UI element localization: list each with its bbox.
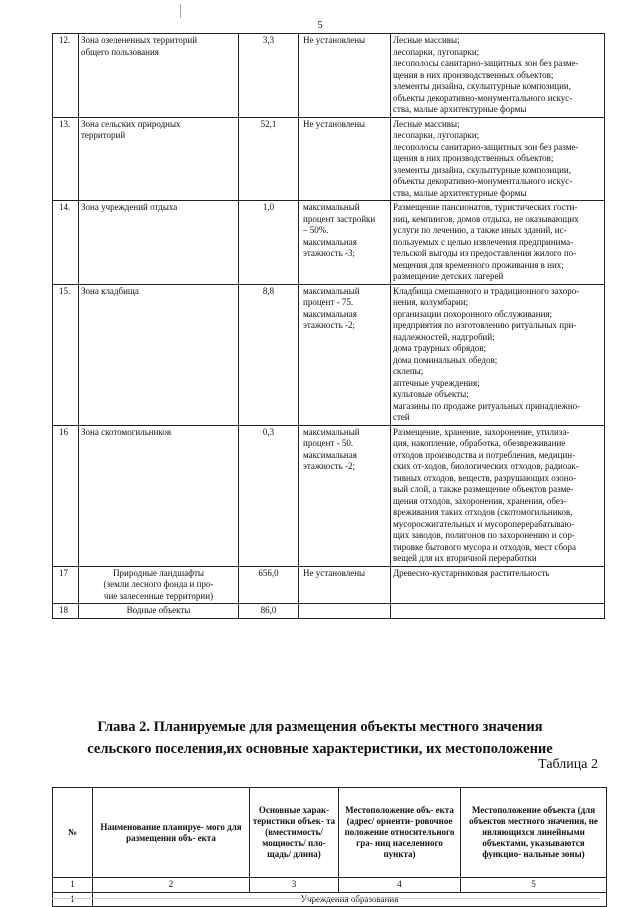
table2-index-cell: 5 xyxy=(461,878,607,893)
zone-parameters xyxy=(299,604,391,619)
zone-name xyxy=(79,604,239,619)
table2-index-cell: 4 xyxy=(339,878,461,893)
cell-line: Зона учреждений отдыха xyxy=(81,202,178,212)
cell-line: общего пользования xyxy=(81,46,159,57)
cell-line: – 50%. xyxy=(303,225,329,235)
cell-line: размещение детских лагерей xyxy=(393,271,504,281)
chapter-heading: Глава 2. Планируемые для размещения объекты местного значения сельского поселения,их основные характеристики, их местоположение xyxy=(87,719,553,757)
cell-line: вещей для их вторичной переработки xyxy=(393,553,537,563)
cell-line: Не установлены xyxy=(303,35,366,45)
zone-row xyxy=(53,604,605,619)
zone-permitted-use xyxy=(391,34,605,118)
zone-permitted-use xyxy=(391,425,605,566)
cell-line: максимальная xyxy=(303,236,357,247)
cell-line: тельской выгоды из предоставления жилого по- xyxy=(393,248,577,258)
zone-parameters xyxy=(299,201,391,285)
table2-section-num xyxy=(53,892,93,907)
zone-parameters xyxy=(299,284,391,425)
cell-line: Зона озелененных территорий xyxy=(81,35,198,45)
zone-number: 18 xyxy=(53,604,79,619)
cell-line: объекты декоративно-монументального искус- xyxy=(393,176,573,186)
cell-line: Зона кладбища xyxy=(81,285,139,296)
cell-line: Размещение пансионатов, туристических гости- xyxy=(393,202,578,212)
cell-line: максимальный xyxy=(303,202,360,212)
cell-line: ских от-ходов, биологических отходов, радиоак- xyxy=(393,461,579,471)
cell-line: ства, малые архитектурные формы xyxy=(393,187,527,198)
cell-line: Не установлены xyxy=(303,567,366,578)
zone-area: 656,0 xyxy=(239,566,299,604)
cell-line: ция, накопление, обработка, обезвреживание xyxy=(393,438,566,448)
cell-line: магазины по продаже ритуальных принадлежно- xyxy=(393,400,581,411)
cell-line: территорий xyxy=(81,130,126,140)
objects-table xyxy=(52,787,607,907)
cell-line: щих заводов, полигонов по захоронению и сор- xyxy=(393,530,575,540)
zone-number: 16 xyxy=(53,425,79,566)
zone-row xyxy=(53,34,605,118)
cell-line: объекты декоративно-монументального искус- xyxy=(393,92,573,103)
cell-line: организации похоронного обслуживания; xyxy=(393,308,553,319)
zone-area: 0,3 xyxy=(239,425,299,566)
cell-line: предприятия по изготовлению ритуальных при- xyxy=(393,320,577,330)
cell-line: культовые объекты; xyxy=(393,389,469,399)
cell-line: лесопарки, лугопарки; xyxy=(393,46,480,57)
zone-number: 14. xyxy=(53,201,79,285)
cell-line: вреживания таких отходов (скотомогильников, xyxy=(393,507,573,517)
zones-table xyxy=(52,33,605,619)
cell-line: ниц, кемпингов, домов отдыха, не оказывающих xyxy=(393,213,579,224)
cell-line: Зона сельских природных xyxy=(81,118,181,129)
cell-line: нения, колумбарии; xyxy=(393,297,469,307)
cell-line: Размещение, хранение, захоронение, утилиза- xyxy=(393,426,570,437)
cell-line: щения в них производственных объектов; xyxy=(393,153,554,163)
zone-area: 1,0 xyxy=(239,201,299,285)
cell-line: чие залесенные территории) xyxy=(103,590,214,601)
table-label: Таблица 2 xyxy=(538,757,598,772)
cell-line: ства, малые архитектурные формы xyxy=(393,104,527,114)
table2-header-row xyxy=(53,788,607,878)
zone-row xyxy=(53,284,605,425)
zone-area: 3,3 xyxy=(239,34,299,118)
cell-line: Лесные массивы; xyxy=(393,118,460,129)
table2-index-cell: 1 xyxy=(53,878,93,893)
table2-header-characteristics: Основные харак- теристики объек- та (вместимость/ мощность/ пло- щадь/ длина) xyxy=(250,788,339,878)
zone-area: 86,0 xyxy=(239,604,299,619)
cell-line: процент - 75. xyxy=(303,297,354,307)
zone-row xyxy=(53,566,605,604)
cell-line: дома траурных обрядов; xyxy=(393,343,487,353)
zone-parameters xyxy=(299,34,391,118)
cell-line: надлежностей, надгробий; xyxy=(393,331,495,342)
cell-line: этажность -2; xyxy=(303,320,355,330)
zone-permitted-use xyxy=(391,284,605,425)
cell-line: элементы дизайна, скульптурные композиции, xyxy=(393,164,572,175)
table2-header-location-zone: Местоположение объекта (для объектов местного значения, не являющихся линейными объектами, указываются функцио- нальные зоны) xyxy=(461,788,607,878)
cell-line: максимальный xyxy=(303,426,360,437)
zone-permitted-use xyxy=(391,566,605,604)
zone-permitted-use xyxy=(391,201,605,285)
scan-mark xyxy=(180,4,181,18)
cell-line: максимальная xyxy=(303,449,357,460)
zone-area: 8,8 xyxy=(239,284,299,425)
cell-line: Лесные массивы; xyxy=(393,35,460,45)
cell-line: Древесно-кустарниковая растительность xyxy=(393,567,550,578)
table2-index-cell: 2 xyxy=(93,878,250,893)
cell-line: этажность -3; xyxy=(303,248,355,258)
zone-row xyxy=(53,117,605,201)
cell-line: щения в них производственных объектов; xyxy=(393,69,554,80)
cell-line: Водные объекты xyxy=(126,605,191,615)
cell-line: тивных отходов, веществ, разрушающих озоно- xyxy=(393,472,577,483)
cell-line: дома поминальных обедов; xyxy=(393,354,498,365)
zone-name xyxy=(79,566,239,604)
cell-line: Зона скотомогильников xyxy=(81,426,172,437)
cell-line: отходов производства и потребления, медицин- xyxy=(393,449,576,460)
cell-line: этажность -2; xyxy=(303,461,355,471)
cell-line: лесопарки, лугопарки; xyxy=(393,130,480,140)
cell-line: процент застройки xyxy=(303,213,376,224)
cell-line: (земли лесного фонда и про- xyxy=(103,579,214,589)
cell-line: лесополосы санитарно-защитных зон без разме- xyxy=(393,141,579,152)
cell-line: лесополосы санитарно-защитных зон без разме- xyxy=(393,58,579,68)
zone-name xyxy=(79,284,239,425)
zone-number: 13. xyxy=(53,117,79,201)
zone-number: 12. xyxy=(53,34,79,118)
table2-header-num: № xyxy=(53,788,93,878)
zone-row xyxy=(53,425,605,566)
table2-index-row xyxy=(53,878,607,893)
cell-line: процент - 50. xyxy=(303,438,354,448)
zone-name xyxy=(79,201,239,285)
cell-line: вый слой, а также размещение объектов разме- xyxy=(393,484,574,494)
table2-section-row xyxy=(53,892,607,907)
zone-number: 17 xyxy=(53,566,79,604)
cell-line: стей xyxy=(393,412,410,422)
cell-line: максимальная xyxy=(303,308,357,319)
cell-line: тировке бытового мусора и отходов, мест сбора xyxy=(393,541,577,552)
cell-line: услуги по лечению, а также иных зданий, ис- xyxy=(393,225,567,235)
table2-section-title xyxy=(93,892,607,907)
zone-parameters xyxy=(299,425,391,566)
zone-name xyxy=(79,425,239,566)
cell-line: Природные ландшафты xyxy=(113,567,204,578)
cell-line: пользуемых с целью извлечения предпринима- xyxy=(393,236,574,247)
cell-line: максимальный xyxy=(303,285,360,296)
table2-index-cell: 3 xyxy=(250,878,339,893)
cell-line: склепы; xyxy=(393,366,424,376)
zone-area: 52,1 xyxy=(239,117,299,201)
cell-line: мещения для временного проживания в них; xyxy=(393,259,564,270)
cell-line: элементы дизайна, скульптурные композиции, xyxy=(393,81,572,91)
table2-header-location-address: Местоположение объ- екта (адрес/ ориенти- ровочное положение относительного гра- ниц населенного пункта) xyxy=(339,788,461,878)
zone-name xyxy=(79,117,239,201)
cell-line: аптечные учреждения; xyxy=(393,377,480,388)
cell-line: Не установлены xyxy=(303,118,366,129)
cell-line: щения отходов, захоронения, хранения, обез- xyxy=(393,495,567,506)
table2-header-name: Наименование планируе- мого для размещения объ- екта xyxy=(93,788,250,878)
page-number: 5 xyxy=(317,20,323,31)
zone-parameters xyxy=(299,566,391,604)
cell-line: Кладбища смешанного и традиционного захоро- xyxy=(393,285,580,296)
zone-row xyxy=(53,201,605,285)
bottom-divider xyxy=(52,898,600,899)
zone-permitted-use xyxy=(391,117,605,201)
zone-number: 15. xyxy=(53,284,79,425)
zone-parameters xyxy=(299,117,391,201)
zone-permitted-use xyxy=(391,604,605,619)
cell-line: мусоросжигательных и мусороперерабатываю- xyxy=(393,518,575,529)
zone-name xyxy=(79,34,239,118)
